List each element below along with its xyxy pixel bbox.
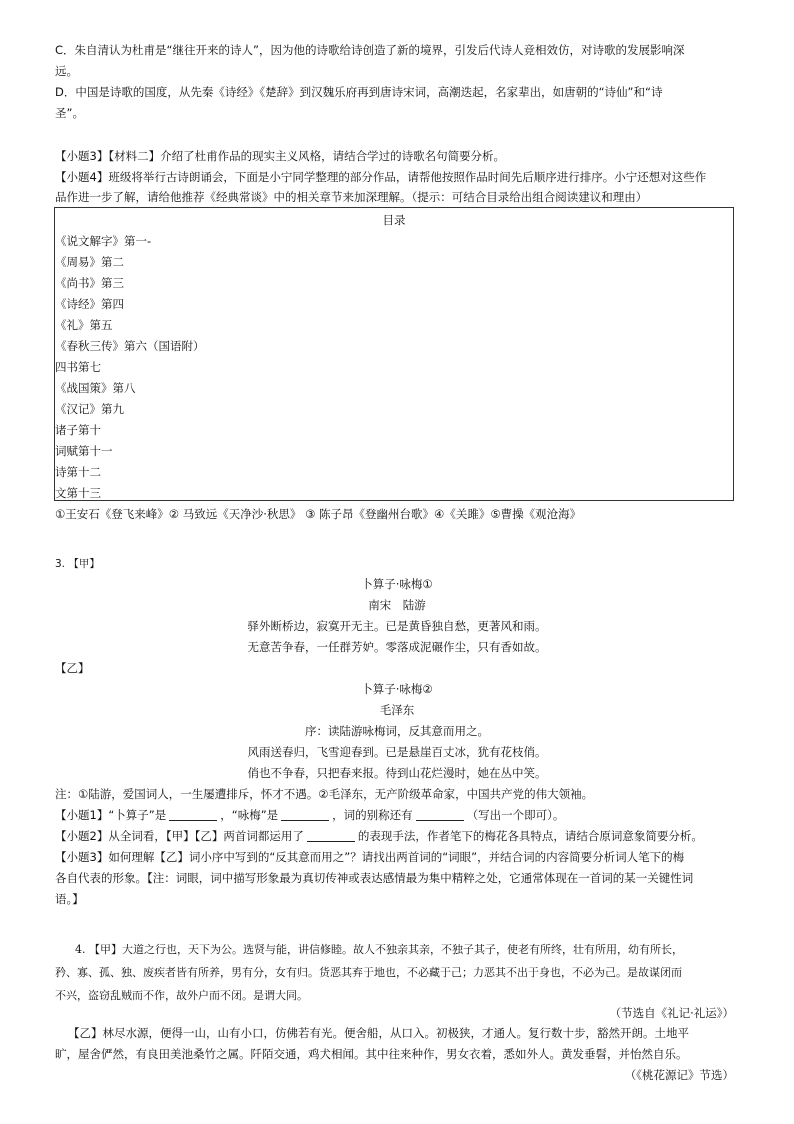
answer-blank[interactable] bbox=[416, 808, 464, 821]
q3-subquestion-1 bbox=[55, 807, 564, 823]
poem-note: 注：①陆游，爱国词人，一生屡遭排斥，怀才不遇。②毛泽东，无产阶级革命家，中国共产党的伟大领袖。 bbox=[55, 787, 594, 801]
poem-jia-title: 卜算子·咏梅① bbox=[361, 577, 433, 591]
poem-yi-title: 卜算子·咏梅② bbox=[361, 682, 433, 696]
q3-s1-part-a: 【小题1】“卜算子”是 bbox=[55, 808, 167, 822]
poem-yi-preface: 序：读陆游咏梅词，反其意而用之。 bbox=[305, 724, 489, 738]
subquestion-4-line2: 品作进一步了解，请给他推荐《经典常谈》中的相关章节来加深理解。（提示：可结合目录给出组合阅读建议和理由） bbox=[55, 190, 648, 204]
toc-item: 《说文解字》第一- bbox=[55, 234, 152, 248]
option-c-line1: C．朱自清认为杜甫是“继往开来的诗人”，因为他的诗歌给诗创造了新的境界，引发后代诗人竞相效仿，对诗歌的发展影响深 bbox=[55, 43, 685, 57]
subquestion-3: 【小题3】【材料二】介绍了杜甫作品的现实主义风格，请结合学过的诗歌名句简要分析。 bbox=[55, 149, 506, 163]
toc-item: 诸子第十 bbox=[55, 423, 101, 437]
works-list: ①王安石《登飞来峰》② 马致远《天净沙·秋思》 ③ 陈子昂《登幽州台歌》④《关雎》⑤曹操《观沧海》 bbox=[55, 507, 582, 521]
q4-yi-line2: 旷，屋舍俨然，有良田美池桑竹之属。阡陌交通，鸡犬相闻。其中往来种作，男女衣着，悉如外人。黄发垂髫，并怡然自乐。 bbox=[55, 1047, 688, 1061]
q4-yi-source: （《桃花源记》节选） bbox=[624, 1068, 734, 1082]
option-d-line2: 圣”。 bbox=[55, 106, 84, 120]
q3-s2-part-b: 的表现手法，作者笔下的梅花各具特点，请结合原词意象简要分析。 bbox=[357, 829, 703, 843]
q3-s1-part-d: （写出一个即可）。 bbox=[466, 808, 565, 822]
q3-subquestion-2 bbox=[55, 828, 703, 844]
q4-jia-source: （节选自《礼记·礼运》） bbox=[609, 1006, 734, 1020]
q3-subquestion-3-line2: 各自代表的形象。【注：词眼，词中描写形象最为真切传神或表达感情最为集中精粹之处，它通常体现在一首词的某一关键性词 bbox=[55, 871, 694, 885]
toc-item: 词赋第十一 bbox=[55, 444, 113, 458]
answer-blank[interactable] bbox=[169, 808, 217, 821]
toc-item: 《尚书》第三 bbox=[55, 276, 124, 290]
toc-item: 《礼》第五 bbox=[55, 318, 113, 332]
q4-yi-line1: 【乙】林尽水源，便得一山，山有小口，仿佛若有光。便舍船，从口入。初极狭，才通人。复行数十步，豁然开朗。土地平 bbox=[68, 1026, 689, 1040]
option-c-line2: 远。 bbox=[55, 64, 78, 78]
question-3-heading: 3. 【甲】 bbox=[55, 558, 100, 570]
q3-subquestion-3-line3: 语。】 bbox=[55, 892, 84, 906]
q3-subquestion-3-line1: 【小题3】如何理解【乙】词小序中写到的“反其意而用之”？请找出两首词的“词眼”，并结合词的内容简要分析词人笔下的梅 bbox=[55, 850, 685, 864]
toc-item: 四书第七 bbox=[55, 360, 101, 374]
q4-jia-line1: 4. 【甲】大道之行也，天下为公。选贤与能，讲信修睦。故人不独亲其亲，不独子其子，使老有所终，壮有所用，幼有所长， bbox=[75, 943, 683, 956]
poem-jia-line1: 驿外断桥边，寂寞开无主。已是黄昏独自愁，更著风和雨。 bbox=[247, 619, 547, 633]
answer-blank[interactable] bbox=[281, 808, 329, 821]
toc-item: 诗第十二 bbox=[55, 465, 101, 479]
option-d-line1: D．中国是诗歌的国度，从先秦《诗经》《楚辞》到汉魏乐府再到唐诗宋词，高潮迭起，名家辈出，如唐朝的“诗仙”和“诗 bbox=[55, 85, 663, 99]
poem-jia-line2: 无意苦争春，一任群芳妒。零落成泥碾作尘，只有香如故。 bbox=[247, 640, 547, 654]
poem-yi-author: 毛泽东 bbox=[379, 703, 415, 717]
poem-yi-line2: 俏也不争春，只把春来报。待到山花烂漫时，她在丛中笑。 bbox=[247, 766, 547, 780]
poem-yi-line1: 风雨送春归，飞雪迎春到。已是悬崖百丈冰，犹有花枝俏。 bbox=[247, 745, 547, 759]
answer-blank[interactable] bbox=[307, 829, 355, 842]
table-of-contents-box bbox=[54, 207, 734, 501]
q4-jia-line3: 不兴，盗窃乱贼而不作，故外户而不闭。是谓大同。 bbox=[55, 989, 308, 1002]
poem-jia-author: 南宋 陆游 bbox=[368, 598, 426, 612]
q3-s2-part-a: 【小题2】从全词看，【甲】【乙】两首词都运用了 bbox=[55, 829, 304, 843]
toc-item: 《汉记》第九 bbox=[55, 402, 124, 416]
toc-item: 《战国策》第八 bbox=[55, 381, 136, 395]
subquestion-4-line1: 【小题4】班级将举行古诗朗诵会，下面是小宁同学整理的部分作品，请帮他按照作品时间先后顺序进行排序。小宁还想对这些作 bbox=[55, 170, 707, 184]
toc-item: 《诗经》第四 bbox=[55, 297, 124, 311]
toc-item: 文第十三 bbox=[55, 486, 101, 500]
q4-jia-line2: 矜、寡、孤、独、废疾者皆有所养，男有分，女有归。货恶其弃于地也，不必藏于己；力恶其不出于身也，不必为己。是故谋闭而 bbox=[55, 966, 682, 979]
toc-item: 《春秋三传》第六（国语附） bbox=[55, 339, 205, 353]
q3-s1-part-c: ，词的别称还有 bbox=[332, 808, 413, 822]
toc-item: 《周易》第二 bbox=[55, 255, 124, 269]
toc-title: 目录 bbox=[382, 213, 406, 227]
q3-s1-part-b: ，“咏梅”是 bbox=[220, 808, 279, 822]
poem-yi-heading: 【乙】 bbox=[55, 661, 90, 675]
